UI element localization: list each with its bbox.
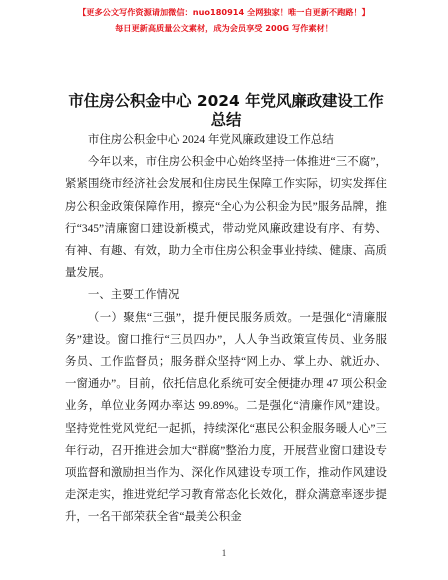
document-subtitle: 市住房公积金中心 2024 年党风廉政建设工作总结 bbox=[87, 134, 334, 146]
section-paragraph: （一）聚焦“三强”，提升便民服务质效。一是强化“清廉服务”建设。窗口推行“三员四办”，人人争当政策宣传员、业务服务员、工作监督员；服务群众坚持“网上办、掌上办、就近办、一窗通办”。目前，依托信息化系统可安全便捷办理 47 项公积金业务，单位业务网办率达 99.89%。二是强化“清廉作风”建设。坚持党性党风党纪一起抓，持续深化“惠民公积金服务暖人心”三年行动，召开推进会加大“群腐”整治力度，开展营业窗口建设专项监督和激励担当作为、深化作风建设专项工作，推动作风建设走深走实，推进党纪学习教育常态化长效化，群众满意率逐步提升，一名干部荣获全省“最美公积金 bbox=[65, 311, 387, 524]
intro-paragraph: 今年以来，市住房公积金中心始终坚持一体推进“三不腐”，紧紧围绕市经济社会发展和住房民生保障工作实际，切实发挥住房公积金政策保障作用，擦亮“全心为公积金为民”服务品牌，推行“345”清廉窗口建设新模式，带动党风廉政建设有序、有势、有神、有趣、有效，助力全市住房公积金事业持续、健康、高质量发展。 bbox=[65, 156, 387, 280]
section-heading: 一、主要工作情况 bbox=[87, 289, 180, 302]
page-number: 1 bbox=[221, 548, 227, 558]
document-body bbox=[65, 129, 387, 529]
page-title: 市住房公积金中心 2024 年党风廉政建设工作总结 bbox=[68, 92, 384, 129]
promo-banner-line-1: 【更多公文写作资源请加微信：nuo180914 全网独家！唯一自更新不跑路！】 bbox=[78, 7, 370, 17]
promo-banner-line-2: 每日更新高质量公文素材，成为会员享受 200G 写作素材！ bbox=[115, 23, 333, 33]
promo-banner bbox=[0, 4, 448, 36]
